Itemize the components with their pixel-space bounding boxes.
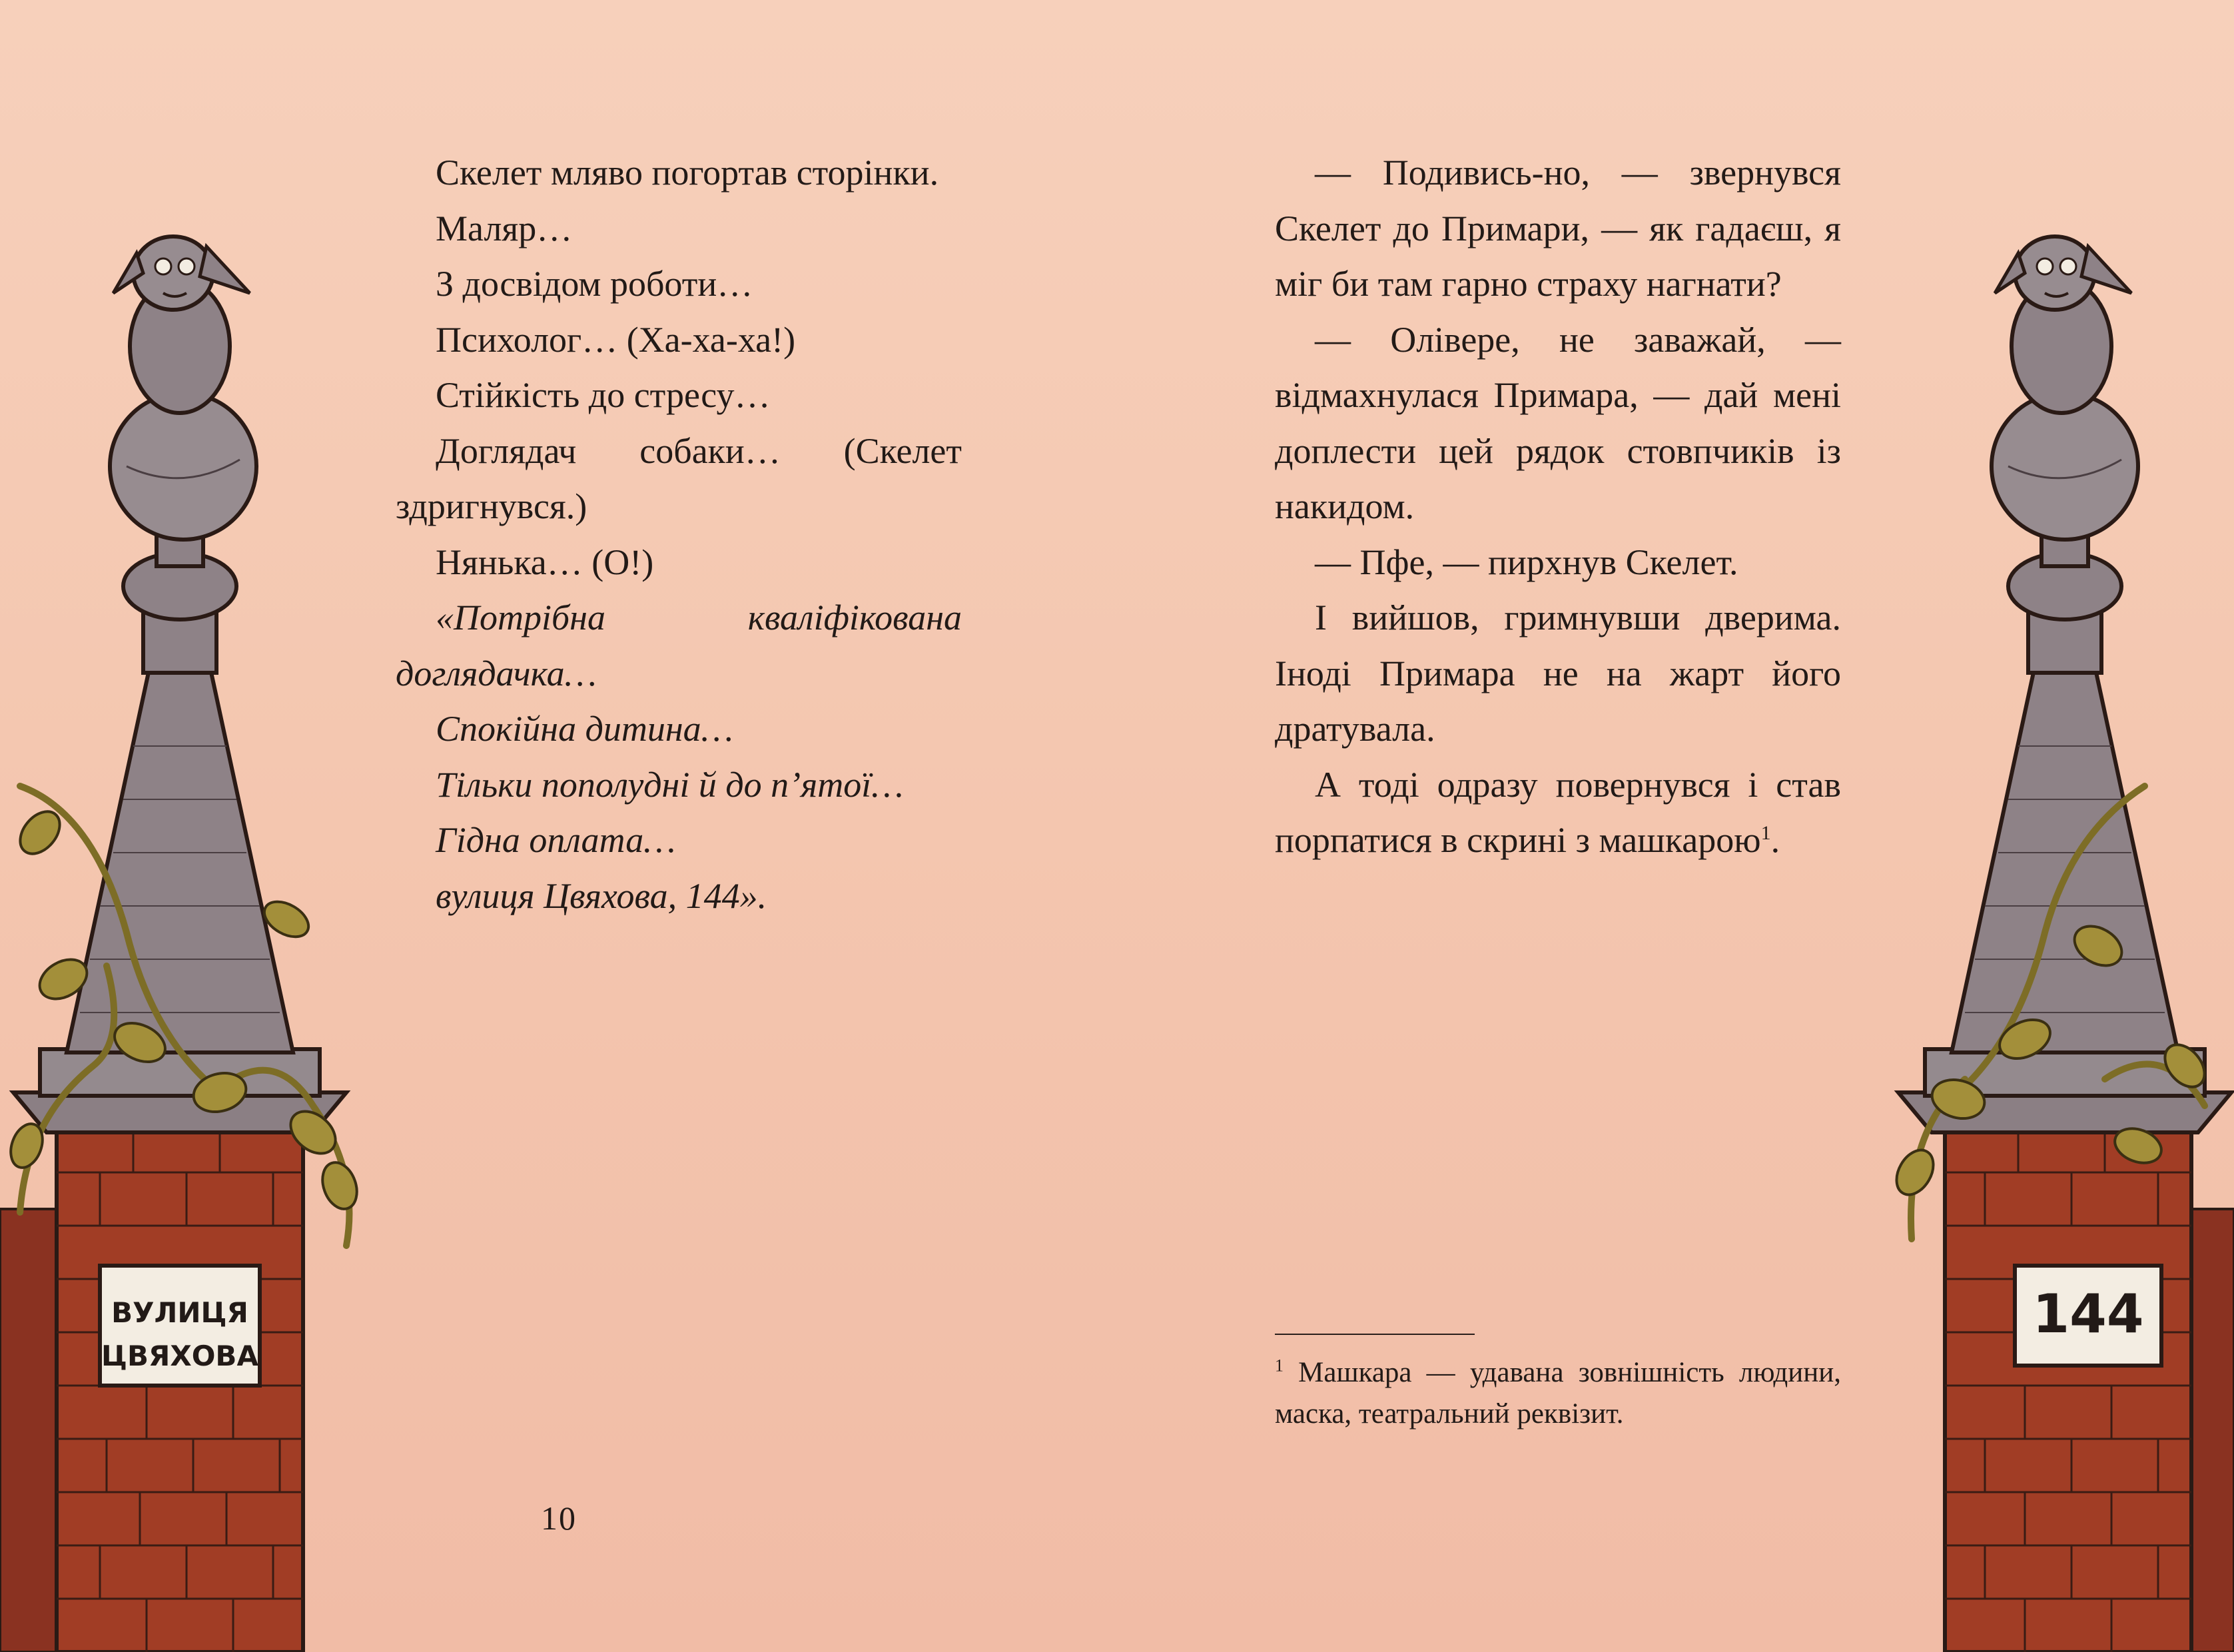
paragraph-italic: Спокійна дитина… — [436, 709, 733, 749]
paragraph-italic: Гідна оплата… — [436, 820, 676, 860]
paragraph-period: . — [1770, 820, 1780, 860]
footnote — [1275, 1352, 1841, 1435]
paragraph: Психолог… (Ха-ха-ха!) — [436, 319, 796, 360]
paragraph: І вийшов, гримнувши дверима. Іноді Примара не на жарт його дратувала. — [1275, 598, 1841, 749]
street-sign-line2: ЦВЯХОВА — [101, 1340, 258, 1372]
paragraph — [1275, 757, 1841, 869]
paragraph: Стійкість до стресу… — [436, 375, 771, 415]
footnote-text: Машкара — удавана зовнішність людини, маска, театральний реквізит. — [1275, 1357, 1841, 1430]
left-gate-pillar-illustration — [0, 0, 400, 1652]
paragraph: Маляр… — [436, 208, 573, 248]
paragraph-text: А тоді одразу повернувся і став порпатися в скрині з машкарою — [1275, 764, 1841, 860]
right-page-text — [1275, 145, 1841, 869]
paragraph: — Олівере, не заважай, — відмахнулася Примара, — дай мені доплести цей рядок стовпчиків із накидом. — [1275, 319, 1841, 526]
paragraph: Скелет мляво погортав сторінки. — [436, 153, 939, 193]
footnote-reference: 1 — [1760, 822, 1771, 844]
paragraph: Доглядач собаки… (Скелет здригнувся.) — [396, 430, 962, 526]
footnote-marker: 1 — [1275, 1356, 1284, 1376]
house-number-sign — [2015, 1266, 2161, 1366]
paragraph: — Подивись-но, — звернувся Скелет до Примари, — як гадаєш, я міг би там гарно страху нагнати? — [1275, 153, 1841, 304]
paragraph-italic: Тільки пополудні й до п’ятої… — [436, 764, 904, 805]
house-number-text: 144 — [2032, 1283, 2144, 1345]
street-sign — [100, 1266, 260, 1386]
paragraph-italic: «Потрібна кваліфікована доглядачка… — [396, 598, 962, 693]
page-number: 10 — [541, 1499, 577, 1537]
left-page-text — [396, 145, 962, 924]
right-gate-pillar-illustration — [1852, 0, 2234, 1652]
footnote-divider — [1275, 1334, 1475, 1335]
paragraph: З досвідом роботи… — [436, 264, 753, 304]
paragraph: Нянька… (О!) — [436, 542, 654, 582]
street-sign-line1: ВУЛИЦЯ — [111, 1296, 248, 1329]
paragraph-italic: вулиця Цвяхова, 144». — [436, 875, 767, 916]
paragraph: — Пфе, — пирхнув Скелет. — [1315, 542, 1738, 582]
